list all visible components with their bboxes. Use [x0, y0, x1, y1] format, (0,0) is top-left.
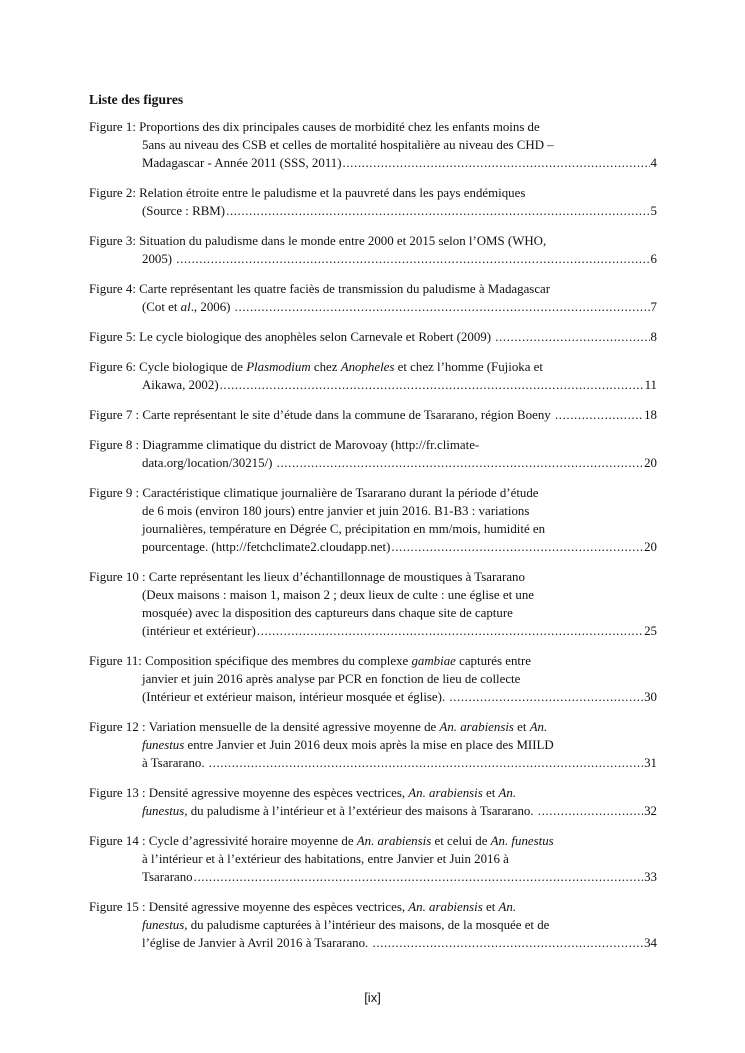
dot-leader — [277, 454, 643, 472]
figure-caption-text — [139, 118, 540, 136]
figure-page-number: 20 — [644, 456, 657, 470]
figure-caption-text — [142, 802, 537, 820]
dot-leader — [555, 406, 643, 424]
figure-entry-line — [89, 688, 657, 706]
caption-fragment: Aikawa, 2002) — [142, 378, 219, 392]
caption-fragment: Carte représentant le site d’étude dans la commune de Tsararano, région Boeny — [142, 408, 554, 422]
figure-entry-line — [89, 916, 657, 934]
figure-entry[interactable] — [89, 280, 657, 316]
dot-leader — [257, 622, 643, 640]
figure-caption-text — [139, 358, 543, 376]
figure-caption-text — [149, 898, 516, 916]
figure-caption-text — [142, 298, 234, 316]
figure-caption-text — [142, 604, 513, 622]
figure-entry-line — [89, 358, 657, 376]
figure-entry-line — [89, 604, 657, 622]
figure-entry-line — [89, 520, 657, 538]
caption-fragment: à l’intérieur et à l’extérieur des habitations, entre Janvier et Juin 2016 à — [142, 852, 509, 866]
figure-caption-text — [149, 568, 525, 586]
figure-page-number: 33 — [644, 870, 657, 884]
caption-fragment: Madagascar - Année 2011 (SSS, 2011) — [142, 156, 342, 170]
figure-caption-text — [142, 250, 175, 268]
figure-label: Figure 9 : — [89, 486, 143, 500]
figure-label: Figure 1: — [89, 120, 140, 134]
dot-leader — [220, 376, 644, 394]
figure-entry[interactable] — [89, 784, 657, 820]
figure-entry-line — [89, 328, 657, 346]
figure-entry[interactable] — [89, 328, 657, 346]
figure-list — [89, 118, 657, 964]
caption-fragment: de 6 mois (environ 180 jours) entre janvier et juin 2016. B1-B3 : variations — [142, 504, 530, 518]
figure-page-number: 18 — [644, 408, 657, 422]
italic-text: funestus — [142, 918, 185, 932]
caption-fragment: , du paludisme capturées à l’intérieur des maisons, de la mosquée et de — [184, 918, 550, 932]
caption-fragment: et celui de — [431, 834, 491, 848]
figure-caption-text — [142, 502, 529, 520]
figure-entry-line — [89, 436, 657, 454]
figure-caption-text — [149, 832, 554, 850]
figure-label: Figure 10 : — [89, 570, 149, 584]
figure-label: Figure 11: — [89, 654, 146, 668]
figure-entry-line — [89, 850, 657, 868]
figure-label: Figure 15 : — [89, 900, 149, 914]
italic-text: al — [180, 300, 191, 314]
figure-entry[interactable] — [89, 832, 657, 886]
caption-fragment: Variation mensuelle de la densité agressive moyenne de — [148, 720, 440, 734]
figure-caption-text — [142, 454, 276, 472]
caption-fragment: pourcentage. (http://fetchclimate2.cloudapp.net) — [142, 540, 391, 554]
figure-entry[interactable] — [89, 898, 657, 952]
figure-entry-line — [89, 502, 657, 520]
figure-entry-line — [89, 484, 657, 502]
italic-text: funestus — [142, 738, 185, 752]
caption-fragment: (Intérieur et extérieur maison, intérieur mosquée et église). — [142, 690, 449, 704]
caption-fragment: Carte représentant les quatre faciès de transmission du paludisme à Madagascar — [139, 282, 551, 296]
caption-fragment: Caractéristique climatique journalière de Tsararano durant la période d’étude — [142, 486, 539, 500]
figure-entry[interactable] — [89, 358, 657, 394]
figure-page-number: 20 — [644, 540, 657, 554]
figure-entry-line — [89, 184, 657, 202]
caption-fragment: entre Janvier et Juin 2016 deux mois après la mise en place des MIILD — [184, 738, 554, 752]
caption-fragment: Densité agressive moyenne des espèces vectrices, — [148, 786, 409, 800]
dot-leader — [538, 802, 643, 820]
figure-page-number: 4 — [650, 156, 657, 170]
dot-leader — [226, 202, 649, 220]
figure-entry-line — [89, 898, 657, 916]
figure-entry-line — [89, 586, 657, 604]
caption-fragment: l’église de Janvier à Avril 2016 à Tsararano. — [142, 936, 372, 950]
figure-entry-line — [89, 568, 657, 586]
figure-caption-text — [142, 688, 448, 706]
figure-caption-text — [142, 136, 554, 154]
figure-label: Figure 12 : — [89, 720, 149, 734]
figure-caption-text — [142, 376, 219, 394]
figure-entry-line — [89, 136, 657, 154]
figure-entry-line — [89, 454, 657, 472]
figure-caption-text — [142, 586, 534, 604]
figure-caption-text — [142, 520, 545, 538]
italic-text: An. arabiensis — [439, 720, 514, 734]
figure-label: Figure 8 : — [89, 438, 143, 452]
figure-entry-line — [89, 154, 657, 172]
caption-fragment: et — [482, 900, 499, 914]
figure-entry-line — [89, 538, 657, 556]
figure-label: Figure 2: — [89, 186, 140, 200]
figure-entry-line — [89, 232, 657, 250]
figure-label: Figure 7 : — [89, 408, 143, 422]
caption-fragment: , du paludisme à l’intérieur et à l’extérieur des maisons à Tsararano. — [184, 804, 537, 818]
figure-page-number: 11 — [644, 378, 657, 392]
figure-entry-line — [89, 868, 657, 886]
caption-fragment: Carte représentant les lieux d’échantillonnage de moustiques à Tsararano — [148, 570, 525, 584]
caption-fragment: (Source : RBM) — [142, 204, 226, 218]
figure-label: Figure 13 : — [89, 786, 149, 800]
figure-entry[interactable] — [89, 232, 657, 268]
figure-label: Figure 5: — [89, 330, 140, 344]
page-number: [ix] — [364, 990, 381, 1005]
dot-leader — [194, 868, 643, 886]
figure-caption-text — [142, 868, 193, 886]
caption-fragment: journalières, température en Dégrée C, précipitation en mm/mois, humidité en — [142, 522, 546, 536]
figure-entry-line — [89, 376, 657, 394]
figure-entry[interactable] — [89, 568, 657, 640]
figure-entry-line — [89, 718, 657, 736]
caption-fragment: mosquée) avec la disposition des captureurs dans chaque site de capture — [142, 606, 513, 620]
dot-leader — [209, 754, 643, 772]
figure-entry[interactable] — [89, 652, 657, 706]
caption-fragment: capturés entre — [455, 654, 532, 668]
italic-text: An. — [498, 786, 517, 800]
caption-fragment: (Deux maisons : maison 1, maison 2 ; deux lieux de culte : une église et une — [142, 588, 535, 602]
italic-text: gambiae — [411, 654, 456, 668]
figure-caption-text — [142, 736, 554, 754]
figure-entry[interactable] — [89, 184, 657, 220]
figure-label: Figure 3: — [89, 234, 140, 248]
caption-fragment: Diagramme climatique du district de Marovoay (http://fr.climate- — [142, 438, 480, 452]
dot-leader — [235, 298, 650, 316]
figure-entry-line — [89, 118, 657, 136]
figure-page-number: 6 — [650, 252, 657, 266]
dot-leader — [495, 328, 649, 346]
figure-entry[interactable] — [89, 436, 657, 472]
figure-caption-text — [142, 670, 520, 688]
figure-page-number: 7 — [650, 300, 657, 314]
caption-fragment: Cycle d’agressivité horaire moyenne de — [148, 834, 357, 848]
figure-caption-text — [139, 280, 550, 298]
figure-caption-text — [149, 718, 547, 736]
caption-fragment: chez — [310, 360, 341, 374]
figure-caption-text — [142, 916, 549, 934]
figure-caption-text — [142, 436, 479, 454]
figure-caption-text — [142, 202, 225, 220]
figure-entry-line — [89, 280, 657, 298]
caption-fragment: et chez l’homme (Fujioka et — [394, 360, 543, 374]
caption-fragment: et — [513, 720, 530, 734]
caption-fragment: 2005) — [142, 252, 176, 266]
figure-entry[interactable] — [89, 118, 657, 172]
figure-entry-line — [89, 784, 657, 802]
figure-entry-line — [89, 736, 657, 754]
figure-page-number: 8 — [650, 330, 657, 344]
dot-leader — [449, 688, 643, 706]
italic-text: Plasmodium — [246, 360, 311, 374]
figure-entry-line — [89, 754, 657, 772]
caption-fragment: et — [482, 786, 499, 800]
figure-entry-line — [89, 652, 657, 670]
figure-entry-line — [89, 670, 657, 688]
dot-leader — [391, 538, 643, 556]
italic-text: An. arabiensis — [356, 834, 432, 848]
dot-leader — [176, 250, 649, 268]
figure-caption-text — [149, 784, 516, 802]
caption-fragment: (Cot et — [142, 300, 181, 314]
figure-caption-text — [139, 232, 546, 250]
italic-text: An. arabiensis — [408, 786, 483, 800]
figure-entry-line — [89, 802, 657, 820]
figure-entry[interactable] — [89, 484, 657, 556]
figure-caption-text — [142, 622, 256, 640]
italic-text: Anopheles — [340, 360, 395, 374]
caption-fragment: data.org/location/30215/) — [142, 456, 276, 470]
italic-text: An. — [529, 720, 548, 734]
figure-entry-line — [89, 832, 657, 850]
figure-page-number: 30 — [644, 690, 657, 704]
caption-fragment: janvier et juin 2016 après analyse par PCR en fonction de lieu de collecte — [142, 672, 521, 686]
italic-text: funestus — [142, 804, 185, 818]
figure-entry[interactable] — [89, 406, 657, 424]
list-of-figures-heading: Liste des figures — [89, 92, 184, 107]
figure-entry-line — [89, 250, 657, 268]
figure-label: Figure 4: — [89, 282, 140, 296]
caption-fragment: Le cycle biologique des anophèles selon Carnevale et Robert (2009) — [139, 330, 495, 344]
figure-entry-line — [89, 934, 657, 952]
caption-fragment: Relation étroite entre le paludisme et la pauvreté dans les pays endémiques — [139, 186, 526, 200]
dot-leader — [373, 934, 644, 952]
figure-caption-text — [142, 934, 372, 952]
figure-caption-text — [142, 484, 538, 502]
caption-fragment: Proportions des dix principales causes de morbidité chez les enfants moins de — [139, 120, 540, 134]
figure-page-number: 5 — [650, 204, 657, 218]
dot-leader — [343, 154, 650, 172]
figure-caption-text — [142, 754, 208, 772]
figure-caption-text — [139, 184, 525, 202]
figure-caption-text — [145, 652, 531, 670]
figure-page-number: 32 — [644, 804, 657, 818]
caption-fragment: Tsararano — [142, 870, 193, 884]
figure-caption-text — [142, 154, 342, 172]
figure-entry-line — [89, 202, 657, 220]
figure-entry-line — [89, 298, 657, 316]
figure-caption-text — [142, 538, 390, 556]
caption-fragment: Composition spécifique des membres du complexe — [145, 654, 412, 668]
caption-fragment: à Tsararano. — [142, 756, 208, 770]
caption-fragment: Situation du paludisme dans le monde entre 2000 et 2015 selon l’OMS (WHO, — [139, 234, 547, 248]
figure-page-number: 31 — [644, 756, 657, 770]
caption-fragment: (intérieur et extérieur) — [142, 624, 256, 638]
caption-fragment: Densité agressive moyenne des espèces vectrices, — [148, 900, 409, 914]
caption-fragment: Cycle biologique de — [139, 360, 247, 374]
italic-text: An. arabiensis — [408, 900, 483, 914]
caption-fragment: ., 2006) — [190, 300, 234, 314]
figure-entry[interactable] — [89, 718, 657, 772]
caption-fragment: 5ans au niveau des CSB et celles de mortalité hospitalière au niveau des CHD – — [142, 138, 554, 152]
figure-label: Figure 6: — [89, 360, 140, 374]
figure-page-number: 25 — [644, 624, 657, 638]
italic-text: An. funestus — [490, 834, 554, 848]
figure-page-number: 34 — [644, 936, 657, 950]
figure-caption-text — [142, 850, 509, 868]
figure-caption-text — [139, 328, 494, 346]
figure-label: Figure 14 : — [89, 834, 149, 848]
italic-text: An. — [498, 900, 517, 914]
figure-caption-text — [142, 406, 554, 424]
figure-entry-line — [89, 406, 657, 424]
figure-entry-line — [89, 622, 657, 640]
